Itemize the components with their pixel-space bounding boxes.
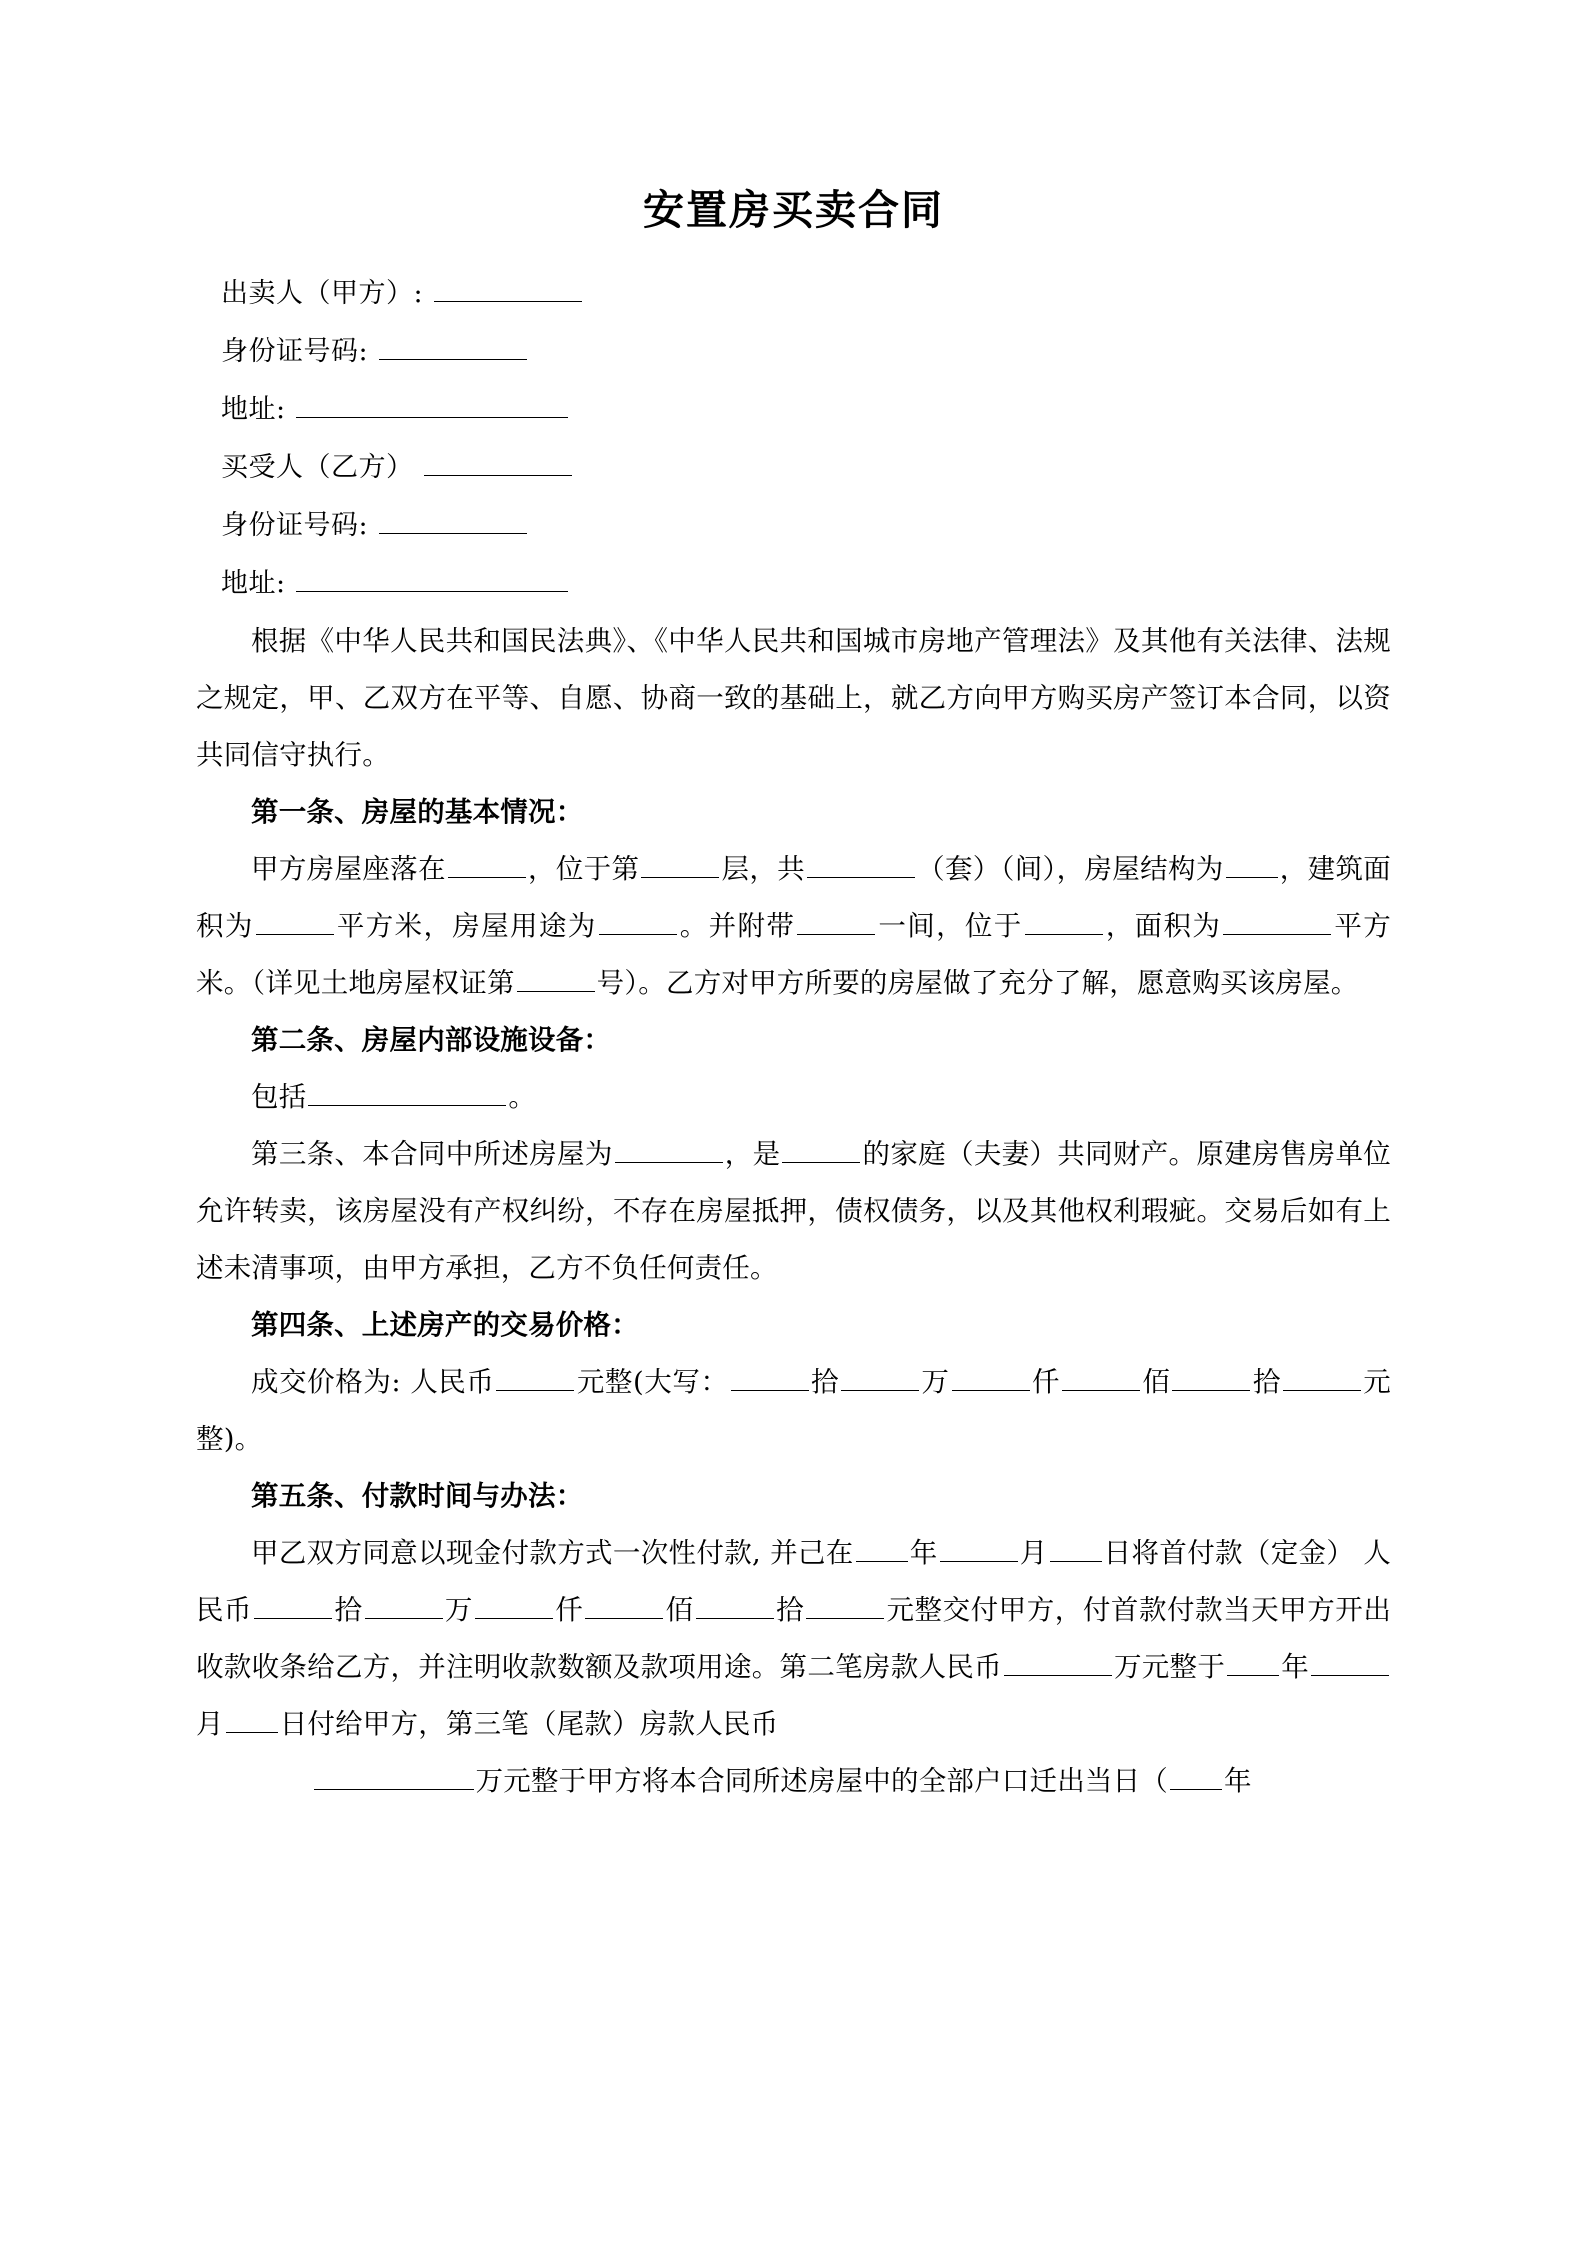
- second-pay-day-blank[interactable]: [226, 1703, 278, 1733]
- clause-1-t7: 平方米，房屋用途为: [335, 910, 597, 943]
- clause-1-t11: 平方米。（详见土地房屋权证第: [196, 910, 1391, 1000]
- clause-5-t16: 月: [196, 1708, 224, 1741]
- seller-id-blank[interactable]: [379, 331, 527, 360]
- deposit-shi2-blank[interactable]: [696, 1589, 774, 1619]
- attachment-blank[interactable]: [797, 905, 875, 935]
- buyer-address-blank[interactable]: [296, 563, 568, 592]
- clause-5-t7: 万: [444, 1594, 473, 1627]
- clause-5-t10: 拾: [775, 1594, 805, 1627]
- field-label: 买受人（乙方）: [221, 452, 414, 484]
- clause-5-t4: 日将首付: [1103, 1537, 1216, 1570]
- clause-1-t9: 一间，位于: [877, 910, 1023, 943]
- clause-1-heading: 第一条、房屋的基本情况：: [251, 796, 584, 829]
- price-qian-blank[interactable]: [952, 1361, 1030, 1391]
- deposit-wan-blank[interactable]: [365, 1589, 443, 1619]
- clause-5-t12: 款付款当天甲方开出收款收条给乙方，并注明收款数额及款项用途。第二笔房款: [196, 1594, 1392, 1684]
- clause-5-t18: 万元整于甲方将本合同所述房屋中的全部户口迁出当日（: [475, 1765, 1168, 1798]
- clause-1-t10: ，面积为: [1104, 910, 1222, 943]
- clause-5-t2: 年: [909, 1537, 938, 1570]
- second-pay-amount-blank[interactable]: [1004, 1646, 1112, 1676]
- preamble-paragraph: [196, 613, 1391, 784]
- buyer-id-blank[interactable]: [379, 505, 527, 534]
- price-wan-blank[interactable]: [841, 1361, 919, 1391]
- facilities-blank[interactable]: [308, 1076, 506, 1106]
- clause-3-t4: 原建房售房单位允许转卖，该房屋没有产权纠纷，不存在房屋抵押，债权债务，: [196, 1138, 1391, 1228]
- clause-5-t15: 年: [1281, 1651, 1310, 1684]
- price-shi2-blank[interactable]: [1172, 1361, 1250, 1391]
- clause-5-heading: 第五条、付款时间与办法：: [251, 1480, 584, 1513]
- clause-1-t2: ，位于第: [527, 853, 640, 886]
- clause-3-t3: 的家庭（夫妻）共同财产。: [862, 1138, 1197, 1171]
- clause-3-body: [196, 1126, 1391, 1297]
- clause-5-t1: 甲乙双方同意以现金付款方式一次性付款, 并己在: [251, 1537, 854, 1570]
- clause-4-t2: 元整(大写：: [576, 1366, 729, 1399]
- field-seller-address: [196, 381, 1391, 439]
- attachment-area-blank[interactable]: [1223, 905, 1331, 935]
- second-pay-year-blank[interactable]: [1227, 1646, 1279, 1676]
- clause-5-t14: 万元整于: [1113, 1651, 1226, 1684]
- field-seller-name: [196, 265, 1391, 323]
- preamble-text: 根据《中华人民共和国民法典》、《中华人民共和国城市房地产管理法》及其他有关法律、法规之规定，甲、乙双方在平等、自愿、协商一致的基础上，就乙方向甲方购买房产签订本合同，以资共同信守执行。: [196, 625, 1391, 772]
- clause-2-body: [196, 1069, 1391, 1126]
- clause-5-body: [196, 1525, 1391, 1753]
- house-usage-blank[interactable]: [599, 905, 677, 935]
- clause-5-t11: 元整交付甲方，付首: [886, 1594, 1139, 1627]
- clause-1-t12: 号）。乙方对甲方所要的房屋做了充分: [596, 967, 1054, 1000]
- field-label: 地址:: [221, 394, 286, 426]
- party-fields: [196, 265, 1391, 613]
- field-seller-id: [196, 323, 1391, 381]
- house-location-blank[interactable]: [448, 848, 526, 878]
- first-pay-year-blank[interactable]: [856, 1532, 908, 1562]
- field-label: 地址:: [221, 568, 286, 600]
- certificate-no-blank[interactable]: [517, 962, 595, 992]
- clause-4-body: [196, 1354, 1391, 1468]
- clause-2-t1: 包括: [251, 1081, 307, 1114]
- final-pay-amount-blank[interactable]: [314, 1760, 474, 1790]
- deposit-qian-blank[interactable]: [475, 1589, 553, 1619]
- field-buyer-name: [196, 439, 1391, 497]
- final-pay-year-blank[interactable]: [1170, 1760, 1222, 1790]
- field-label: 出卖人（甲方）:: [221, 278, 424, 310]
- clause-5-body-cont: [196, 1753, 1391, 1810]
- document-content: [196, 0, 1391, 1810]
- clause-3-t1: 第三条、本合同中所述房屋为: [251, 1138, 613, 1171]
- price-shi-blank[interactable]: [731, 1361, 809, 1391]
- clause-1-t5: ，: [1279, 853, 1308, 886]
- clause-4-t7: 拾: [1252, 1366, 1281, 1399]
- clause-1-t3: 层，共: [721, 853, 805, 886]
- price-bai-blank[interactable]: [1062, 1361, 1140, 1391]
- clause-3-t2: ，是: [724, 1138, 781, 1171]
- clause-5-t3: 月: [1019, 1537, 1048, 1570]
- first-pay-day-blank[interactable]: [1050, 1532, 1102, 1562]
- seller-address-blank[interactable]: [296, 389, 568, 418]
- seller-name-blank[interactable]: [434, 273, 582, 302]
- clause-5-t8: 仟: [554, 1594, 584, 1627]
- clause-1-t13: 了解，愿意购买该房屋。: [1053, 967, 1359, 1000]
- field-label: 身份证号码:: [221, 510, 369, 542]
- clause-5-t6: 拾: [334, 1594, 363, 1627]
- clause-4-t6: 佰: [1141, 1366, 1171, 1399]
- clause-2-t2: 。: [508, 1081, 537, 1114]
- second-pay-month-blank[interactable]: [1311, 1646, 1389, 1676]
- clause-1-t4: （套）（间），房屋结构为: [916, 853, 1224, 886]
- deposit-bai-blank[interactable]: [585, 1589, 663, 1619]
- clause-4-t1: 成交价格为: 人民币: [251, 1366, 495, 1399]
- field-label: 身份证号码:: [221, 336, 369, 368]
- clause-5-t13: 人民币: [918, 1651, 1002, 1684]
- clause-5-t5: 款（定金） 人民币: [196, 1537, 1391, 1627]
- clause-4-t8: 元整)。: [196, 1366, 1391, 1456]
- clause-1-t1: 甲方房屋座落在: [251, 853, 446, 886]
- clause-1-t8: 。并附带: [678, 910, 796, 943]
- clause-4-heading: 第四条、上述房产的交易价格：: [251, 1309, 639, 1342]
- price-digits-blank[interactable]: [496, 1361, 574, 1391]
- house-structure-blank[interactable]: [1226, 848, 1278, 878]
- house-count-blank[interactable]: [807, 848, 915, 878]
- house-floor-blank[interactable]: [641, 848, 719, 878]
- attachment-location-blank[interactable]: [1025, 905, 1103, 935]
- clause-5-t17: 日付给甲方，第三笔（尾款）房款人民币: [279, 1708, 779, 1741]
- family-owner-blank[interactable]: [782, 1133, 860, 1163]
- clause-4-t4: 万: [921, 1366, 950, 1399]
- buyer-name-blank[interactable]: [424, 447, 572, 476]
- field-buyer-address: [196, 555, 1391, 613]
- clause-3-t5: 以及其他权利瑕疵。交易后如有上述未清事项，由甲方承担，乙方不负任何责任。: [196, 1195, 1391, 1285]
- clause-2-heading: 第二条、房屋内部设施设备：: [251, 1024, 612, 1057]
- page-title: 安置房买卖合同: [643, 186, 944, 234]
- field-buyer-id: [196, 497, 1391, 555]
- clause-1-t6: 建筑面积为: [196, 853, 1391, 943]
- clause-5-t9: 佰: [665, 1594, 694, 1627]
- clause-4-t5: 仟: [1031, 1366, 1060, 1399]
- deposit-shi-blank[interactable]: [254, 1589, 332, 1619]
- clause-1-body: [196, 841, 1391, 1012]
- property-nature-blank[interactable]: [615, 1133, 723, 1163]
- price-yuan-blank[interactable]: [1283, 1361, 1361, 1391]
- floor-area-blank[interactable]: [256, 905, 334, 935]
- deposit-yuan-blank[interactable]: [806, 1589, 884, 1619]
- clause-5-t19: 年: [1224, 1765, 1252, 1798]
- first-pay-month-blank[interactable]: [940, 1532, 1018, 1562]
- clause-4-t3: 拾: [810, 1366, 840, 1399]
